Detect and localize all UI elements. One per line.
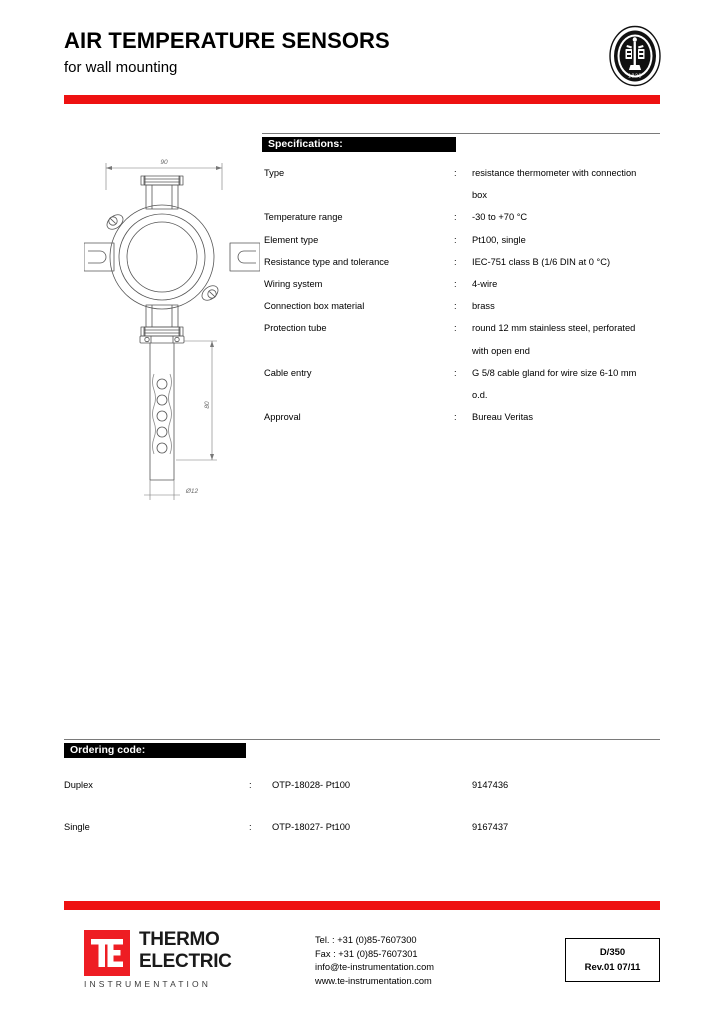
spec-value-line2: o.d. [472,390,488,401]
ordering-article-number: 9147436 [472,780,509,790]
spec-separator: : [454,168,457,178]
spec-value: brass [472,301,495,312]
contact-fax: Fax : +31 (0)85-7607301 [315,948,418,959]
ordering-part-code: OTP-18027- Pt100 [272,822,351,832]
spec-row-protection-tube [264,321,664,358]
te-monogram-icon [84,930,130,976]
specifications-table [264,166,664,432]
spec-value: Pt100, single [472,234,526,245]
dimension-label-diameter: Ø12 [185,488,199,495]
contact-email[interactable]: info@te-instrumentation.com [315,962,434,973]
footer-accent-bar [64,901,660,910]
spec-value: IEC-751 class B (1/6 DIN at 0 °C) [472,256,611,267]
contact-website[interactable]: www.te-instrumentation.com [315,975,432,986]
spec-label: Protection tube [264,323,327,334]
ordering-row-duplex [64,778,660,793]
specifications-heading: Specifications: [262,137,456,152]
spec-row-connection-box-material [264,299,664,314]
page-title: AIR TEMPERATURE SENSORS [64,28,390,53]
spec-value-line2: with open end [472,345,530,356]
document-code: D/350 [599,947,626,958]
spec-row-wiring-system [264,277,664,292]
ordering-separator: : [249,780,252,790]
ordering-code-rule [64,739,660,740]
spec-value-line1: resistance thermometer with connection [472,168,637,178]
spec-separator: : [454,279,457,290]
spec-row-resistance-type-tolerance [264,255,664,270]
spec-value-line1: round 12 mm stainless steel, perforated [472,323,636,334]
ordering-separator: : [249,822,252,832]
spec-value [472,321,664,358]
spec-row-cable-entry [264,366,664,403]
spec-separator: : [454,212,457,223]
spec-value-line1: G 5/8 cable gland for wire size 6-10 mm [472,367,637,378]
document-revision: Rev.01 07/11 [584,962,641,973]
spec-value [472,366,664,403]
spec-separator: : [454,367,457,378]
dimension-label-length: 80 [204,401,211,409]
spec-value-line2: box [472,190,487,201]
ordering-row-single [64,820,660,835]
document-header [64,28,660,79]
dimension-label-width: 90 [160,159,168,166]
spec-label: Connection box material [264,301,365,312]
header-accent-bar [64,95,660,104]
spec-label: Type [264,168,285,178]
ordering-code-table [64,778,660,862]
spec-separator: : [454,234,457,245]
te-tagline: INSTRUMENTATION [84,979,211,989]
sensor-dimensional-drawing [84,150,260,510]
specifications-rule [262,133,660,134]
document-code-box [565,938,660,982]
spec-row-temperature-range [264,210,664,225]
spec-label: Approval [264,412,301,423]
ordering-variant-label: Single [64,822,90,832]
spec-value [472,166,664,203]
contact-tel: Tel. : +31 (0)85-7607300 [315,935,417,945]
svg-text:1828: 1828 [628,73,642,80]
spec-value: 4-wire [472,279,498,290]
spec-label: Element type [264,234,319,245]
spec-separator: : [454,323,457,334]
bureau-veritas-seal-icon [608,25,662,87]
spec-row-approval [264,410,664,425]
te-word-thermo: THERMO [139,929,220,950]
spec-label: Cable entry [264,367,312,378]
ordering-article-number: 9167437 [472,822,509,832]
te-wordmark [139,929,274,973]
spec-separator: : [454,301,457,312]
spec-row-type [264,166,664,203]
spec-value: -30 to +70 °C [472,212,528,223]
page-subtitle: for wall mounting [64,59,178,76]
spec-separator: : [454,412,457,423]
ordering-variant-label: Duplex [64,780,93,790]
ordering-code-heading: Ordering code: [64,743,246,758]
spec-value: Bureau Veritas [472,412,533,423]
ordering-part-code: OTP-18028- Pt100 [272,780,351,790]
spec-separator: : [454,256,457,267]
spec-label: Resistance type and tolerance [264,256,390,267]
spec-row-element-type [264,233,664,248]
te-word-electric: ELECTRIC [139,951,232,972]
spec-label: Temperature range [264,212,343,223]
contact-details [315,934,434,988]
spec-label: Wiring system [264,279,323,290]
